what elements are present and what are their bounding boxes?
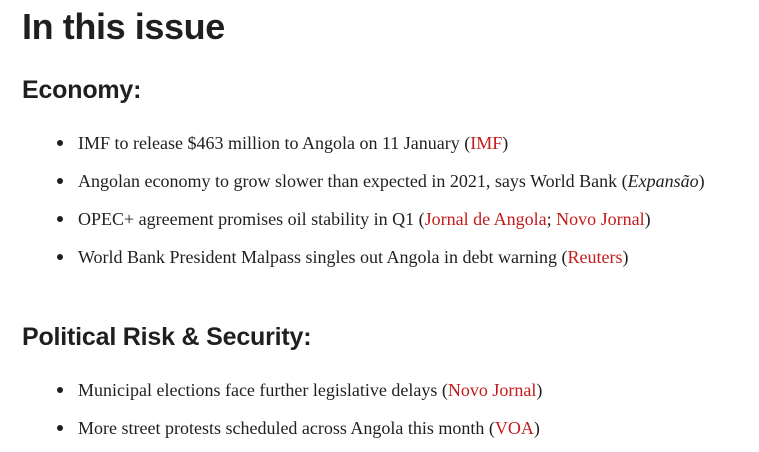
source-expansao: Expansão: [627, 171, 699, 191]
source-link-jornal-de-angola[interactable]: Jornal de Angola: [424, 209, 547, 229]
item-text: IMF to release $463 million to Angola on 11 January (: [78, 133, 471, 153]
page-title: In this issue: [22, 6, 225, 47]
list-item: [57, 375, 757, 405]
bullet-icon: [57, 387, 63, 393]
section-heading-political-risk: Political Risk & Security:: [22, 323, 312, 351]
item-close: ): [502, 133, 509, 153]
source-link-reuters[interactable]: Reuters: [567, 247, 623, 267]
bullet-icon: [57, 178, 63, 184]
list-item: [57, 204, 757, 234]
list-item: [57, 128, 757, 158]
item-text: Municipal elections face further legislative delays (: [78, 380, 448, 400]
link-separator: ;: [546, 209, 557, 229]
bullet-icon: [57, 425, 63, 431]
section-heading-economy: Economy:: [22, 76, 142, 104]
bullet-icon: [57, 140, 63, 146]
source-link-imf[interactable]: IMF: [470, 133, 503, 153]
item-text: OPEC+ agreement promises oil stability in Q1 (: [78, 209, 425, 229]
bullet-icon: [57, 254, 63, 260]
item-text: Angolan economy to grow slower than expected in 2021, says World Bank (: [78, 171, 628, 191]
source-link-voa[interactable]: VOA: [494, 418, 534, 438]
list-item: [57, 242, 757, 272]
source-link-novo-jornal[interactable]: Novo Jornal: [556, 209, 645, 229]
political-risk-list: [57, 375, 757, 451]
list-item: [57, 166, 718, 196]
economy-list: [57, 128, 757, 280]
item-close: ): [698, 171, 705, 191]
list-item: [57, 413, 757, 443]
item-text: More street protests scheduled across Angola this month (: [78, 418, 495, 438]
bullet-icon: [57, 216, 63, 222]
item-text: World Bank President Malpass singles out Angola in debt warning (: [78, 247, 568, 267]
source-link-novo-jornal[interactable]: Novo Jornal: [447, 380, 537, 400]
item-close: ): [622, 247, 629, 267]
item-close: ): [533, 418, 540, 438]
item-close: ): [536, 380, 543, 400]
item-close: ): [644, 209, 651, 229]
